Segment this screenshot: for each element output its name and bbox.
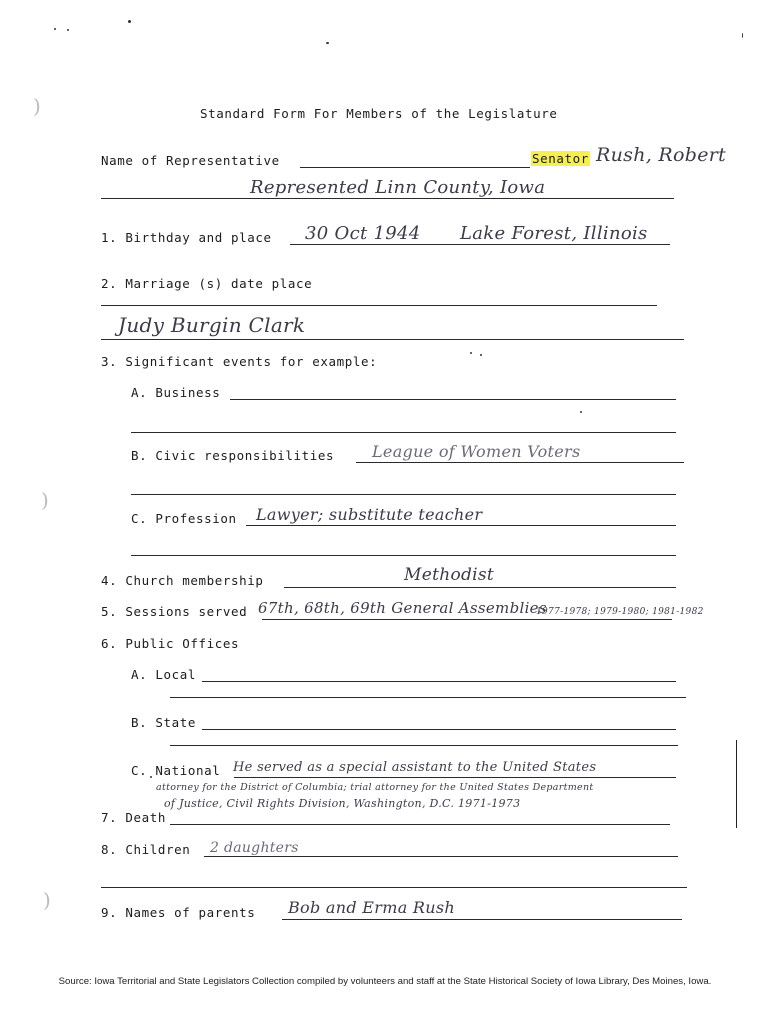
profession-entry: Lawyer; substitute teacher [256,505,483,524]
name-line [300,167,530,168]
business-line [230,399,676,400]
senator-label [531,152,590,166]
margin-bar [736,740,737,828]
events-label: 3. Significant events for example: [101,354,378,369]
children-line-2 [101,887,687,888]
scan-mark: ) [43,888,51,912]
civic-entry: League of Women Voters [372,442,581,461]
scan-speck [54,28,56,30]
church-entry: Methodist [404,565,495,585]
sessions-years: 1977-1978; 1979-1980; 1981-1982 [536,607,704,617]
church-label: 4. Church membership [101,573,264,588]
national-entry-3: of Justice, Civil Rights Division, Washington, D.C. 1971-1973 [164,797,521,810]
scan-speck [128,20,131,23]
scan-speck [470,352,472,354]
civic-label: B. Civic responsibilities [131,448,335,463]
offices-label: 6. Public Offices [101,636,240,651]
scan-speck [580,411,582,413]
sessions-label: 5. Sessions served [101,604,248,619]
birth-date: 30 Oct 1944 [305,223,421,244]
local-line [202,681,676,682]
scan-speck [326,42,329,44]
sessions-entry: 67th, 68th, 69th General Assemblies [258,599,547,617]
profession-label: C. Profession [131,511,237,526]
scan-mark: ) [41,488,49,512]
marriage-line-2 [101,339,684,340]
death-line [170,824,670,825]
state-label: B. State [131,715,197,730]
spouse-name: Judy Burgin Clark [118,313,306,337]
birthday-label: 1. Birthday and place [101,230,272,245]
form-title: Standard Form For Members of the Legislature [200,106,558,121]
scan-speck [742,33,743,38]
representative-name: Rush, Robert [596,144,727,166]
civic-line-2 [131,494,676,495]
scan-mark: ) [33,94,41,118]
parents-entry: Bob and Erma Rush [288,898,455,917]
death-label: 7. Death [101,810,167,825]
children-entry: 2 daughters [210,840,299,856]
name-label: Name of Representative [101,153,280,168]
scan-speck [480,354,482,356]
national-entry-2: attorney for the District of Columbia; trial attorney for the United States Department [156,782,594,793]
represented-line [101,198,674,199]
scan-speck [67,29,69,31]
represented-county: Represented Linn County, Iowa [250,177,546,198]
source-footer: Source: Iowa Territorial and State Legislators Collection compiled by volunteers and staff at the State Historical Society of Iowa Library, Des Moines, Iowa. [58,976,712,987]
senator-highlight: Senator [532,151,589,166]
business-label: A. Business [131,385,221,400]
local-label: A. Local [131,667,197,682]
church-line [284,587,676,588]
children-label: 8. Children [101,842,191,857]
state-line-2 [170,745,678,746]
state-line [202,729,676,730]
birthday-line [290,244,670,245]
business-line-2 [131,432,676,433]
national-label: C. National [131,763,221,778]
parents-line [282,919,682,920]
birth-place: Lake Forest, Illinois [460,223,648,244]
profession-line [246,525,676,526]
marriage-label: 2. Marriage (s) date place [101,276,313,291]
local-line-2 [170,697,686,698]
national-entry-1: He served as a special assistant to the United States [233,760,597,775]
marriage-line-1 [101,305,657,306]
profession-line-2 [131,555,676,556]
parents-label: 9. Names of parents [101,905,256,920]
sessions-line [262,619,672,620]
civic-line [356,462,684,463]
